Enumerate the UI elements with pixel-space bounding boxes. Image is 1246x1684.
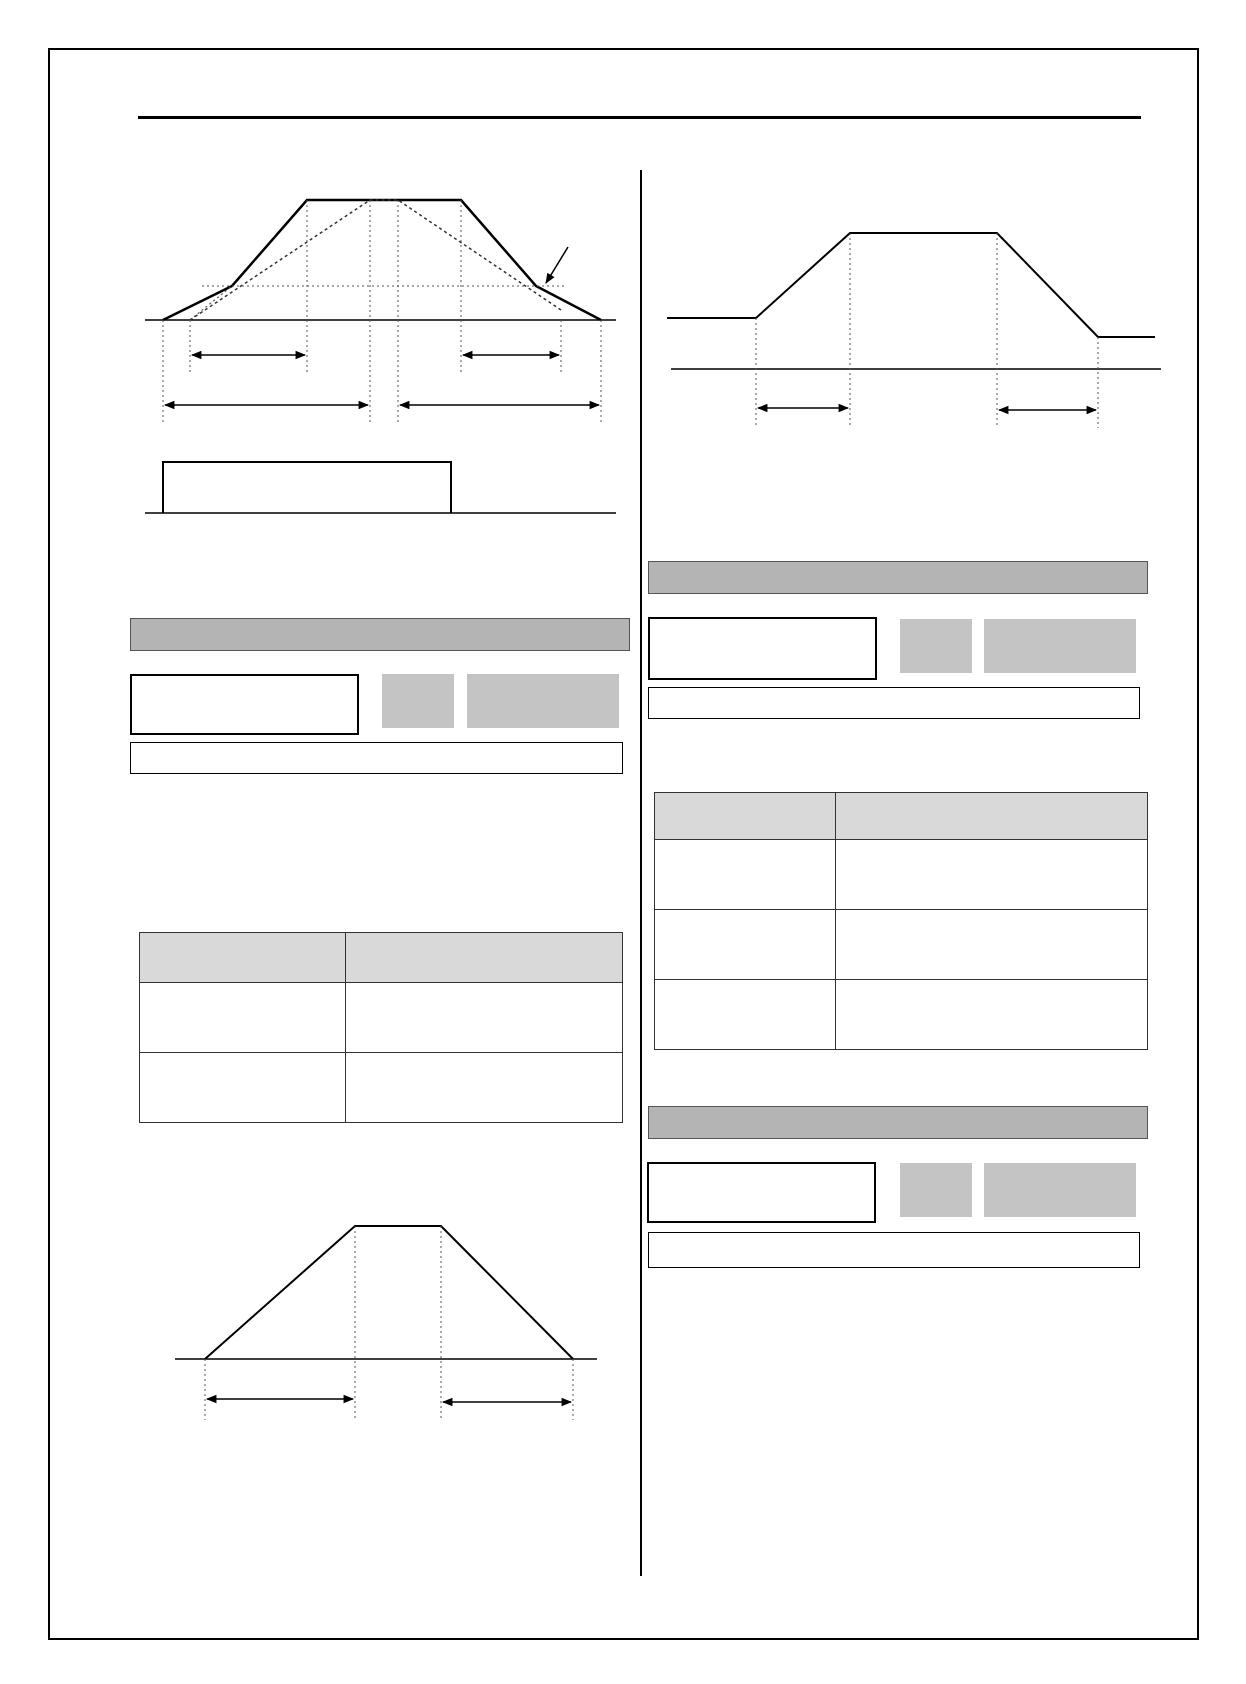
section-band-right-1 — [648, 561, 1148, 594]
table-cell — [655, 840, 836, 910]
table-cell — [836, 840, 1148, 910]
param-range-box-right-1 — [648, 687, 1140, 719]
s-curve-diagram — [145, 200, 616, 513]
table-header-cell — [346, 933, 623, 983]
table-cell — [346, 983, 623, 1053]
table-row — [140, 1053, 623, 1123]
table-row — [655, 840, 1148, 910]
param-range-box-right-2 — [648, 1232, 1140, 1268]
table-cell — [655, 910, 836, 980]
table-header-cell — [655, 793, 836, 840]
param-unit-cell-left — [382, 674, 454, 728]
table-header-row — [655, 793, 1148, 840]
table-header-cell — [140, 933, 346, 983]
settings-table-right — [654, 792, 1148, 1050]
param-default-cell-right-1 — [984, 619, 1136, 673]
table-header-row — [140, 933, 623, 983]
table-cell — [346, 1053, 623, 1123]
param-default-cell-left — [467, 674, 619, 728]
table-cell — [140, 983, 346, 1053]
param-default-cell-right-2 — [984, 1163, 1136, 1217]
linear-accel-diagram — [175, 1226, 597, 1420]
param-range-box-left — [130, 742, 623, 774]
section-band-left — [130, 618, 630, 651]
table-header-cell — [836, 793, 1148, 840]
param-code-box-right-2 — [647, 1162, 876, 1223]
param-code-box-right-1 — [648, 617, 877, 680]
table-row — [140, 983, 623, 1053]
table-row — [655, 910, 1148, 980]
param-unit-cell-right-1 — [900, 619, 972, 673]
param-code-box-left — [130, 674, 359, 735]
speed-step-diagram — [667, 233, 1161, 428]
table-cell — [655, 980, 836, 1050]
table-cell — [140, 1053, 346, 1123]
table-cell — [836, 910, 1148, 980]
settings-table-left — [139, 932, 623, 1123]
param-unit-cell-right-2 — [900, 1163, 972, 1217]
section-band-right-2 — [648, 1106, 1148, 1139]
table-row — [655, 980, 1148, 1050]
table-cell — [836, 980, 1148, 1050]
